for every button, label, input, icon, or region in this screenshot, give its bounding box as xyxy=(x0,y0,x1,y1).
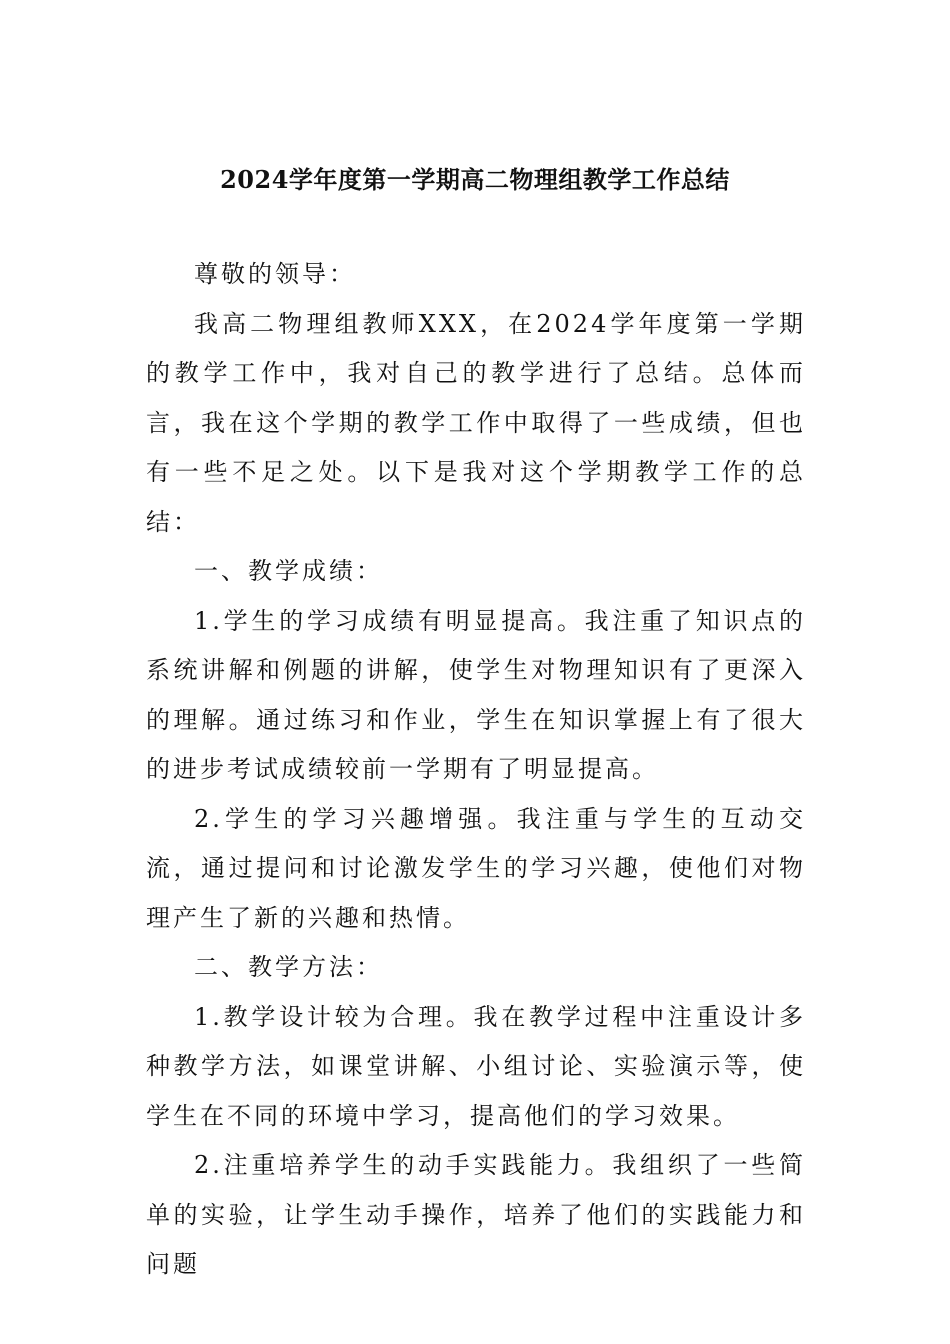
document-body xyxy=(146,250,806,1290)
section-heading-methods: 二、教学方法： xyxy=(194,953,383,981)
method-item-2: 2.注重培养学生的动手实践能力。我组织了一些简单的实验，让学生动手操作，培养了他们的实践能力和问题 xyxy=(146,1151,806,1278)
document-title: 2024学年度第一学期高二物理组教学工作总结 xyxy=(220,165,730,194)
salutation: 尊敬的领导： xyxy=(194,260,356,288)
achievement-item-2: 2.学生的学习兴趣增强。我注重与学生的互动交流，通过提问和讨论激发学生的学习兴趣，使他们对物理产生了新的兴趣和热情。 xyxy=(146,804,806,932)
achievement-item-1: 1.学生的学习成绩有明显提高。我注重了知识点的系统讲解和例题的讲解，使学生对物理知识有了更深入的理解。通过练习和作业，学生在知识掌握上有了很大的进步考试成绩较前一学期有了明显提高。 xyxy=(146,606,806,783)
intro-paragraph: 我高二物理组教师XXX，在2024学年度第一学期的教学工作中，我对自己的教学进行了总结。总体而言，我在这个学期的教学工作中取得了一些成绩，但也有一些不足之处。以下是我对这个学期教学工作的总结： xyxy=(146,309,806,536)
section-heading-achievements: 一、教学成绩： xyxy=(194,557,383,585)
method-item-1: 1.教学设计较为合理。我在教学过程中注重设计多种教学方法，如课堂讲解、小组讨论、实验演示等，使学生在不同的环境中学习，提高他们的学习效果。 xyxy=(146,1002,806,1130)
